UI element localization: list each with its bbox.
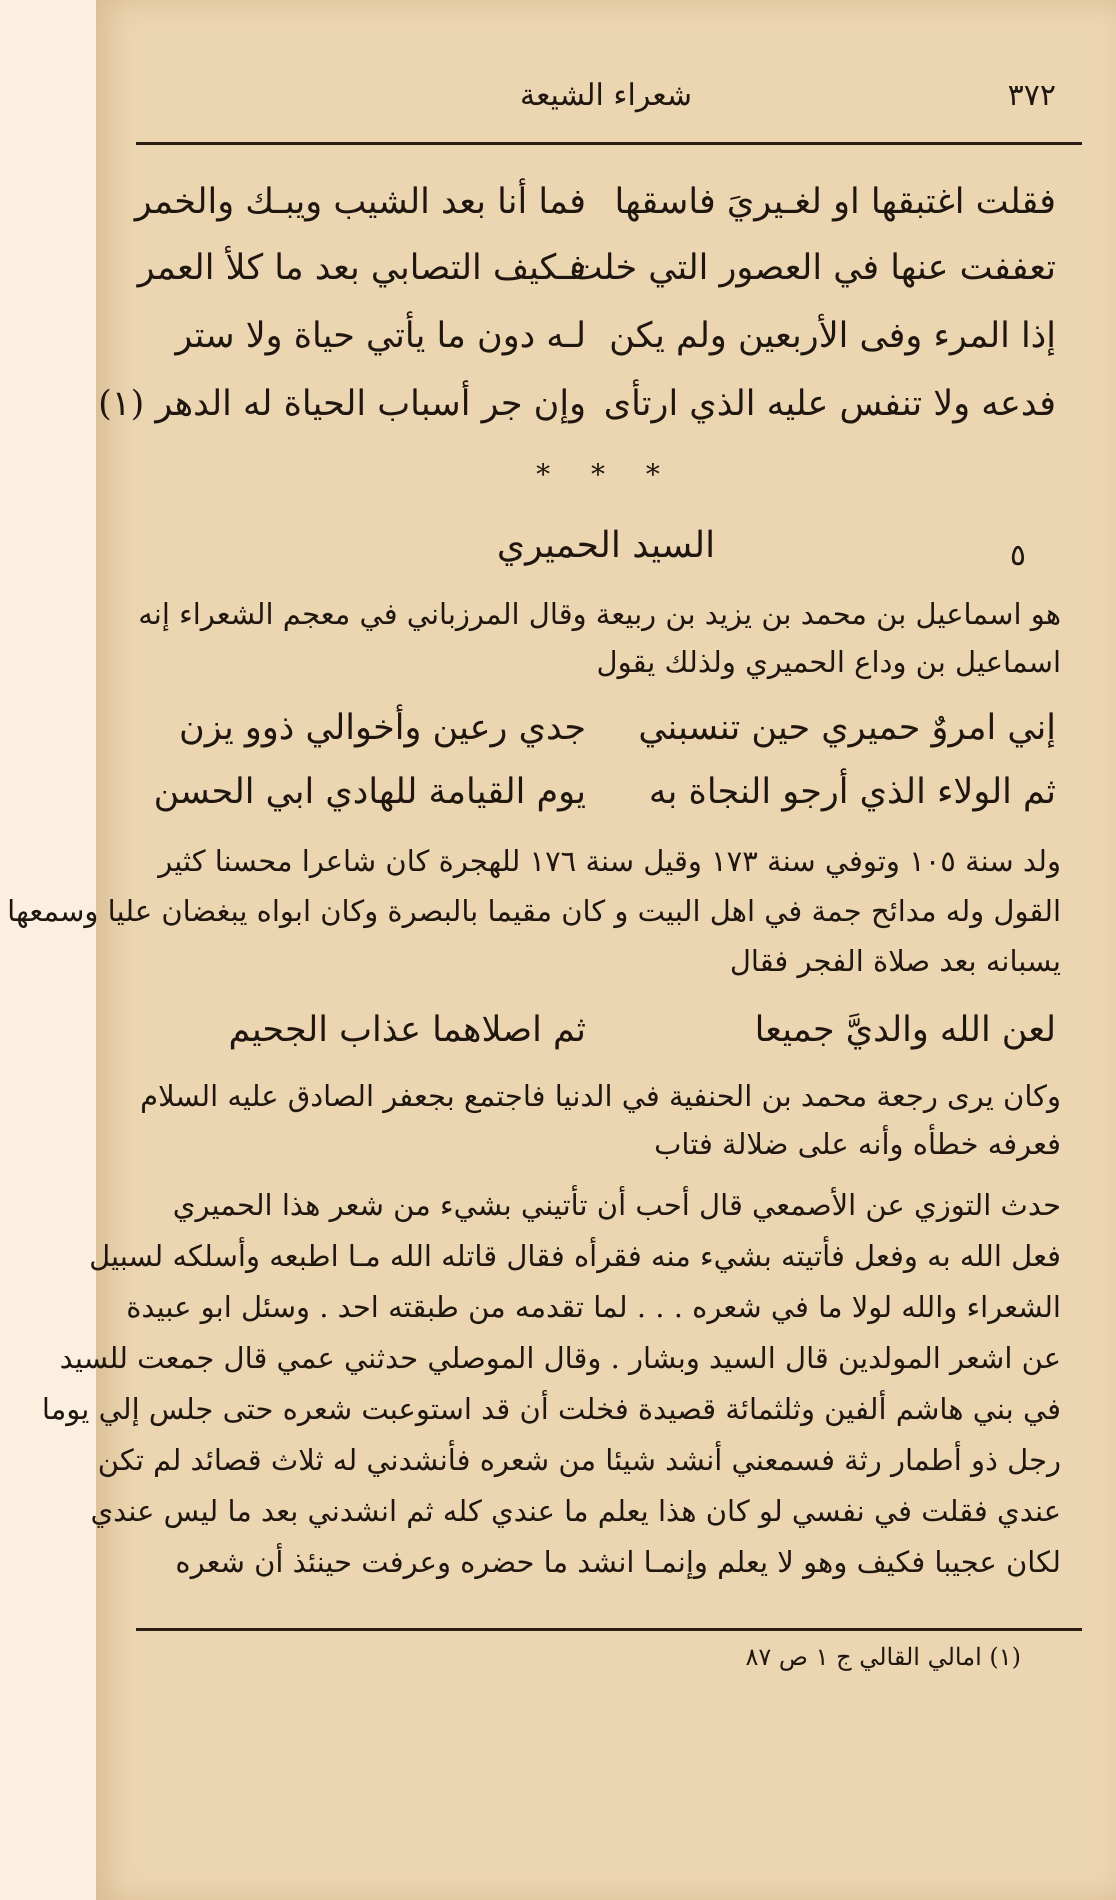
poem-three-couplet	[96, 1010, 1116, 1068]
first-hemistich: تعففت عنها في العصور التي خلت	[569, 248, 1056, 288]
second-hemistich: لـه دون ما يأتي حياة ولا ستر	[175, 316, 586, 356]
text-line: فعرفه خطأه وأنه على ضلالة فتاب	[654, 1127, 1061, 1161]
text-line: فعل الله به وفعل فأتيته بشيء منه فقرأه فقال قاتله الله مـا اطبعه وأسلكه لسبيل	[89, 1239, 1061, 1273]
poem-one-couplet-2	[96, 248, 1116, 306]
poem-one-couplet-3	[96, 316, 1116, 374]
book-page	[7, 0, 1116, 1900]
biography-paragraph	[7, 836, 1061, 986]
poem-two-couplet-2	[96, 772, 1116, 830]
text-line: ولد سنة ١٠٥ وتوفي سنة ١٧٣ وقيل سنة ١٧٦ للهجرة كان شاعرا محسنا كثير	[158, 844, 1061, 878]
first-hemistich: فدعه ولا تنفس عليه الذي ارتأى	[603, 384, 1056, 424]
second-hemistich: جدي رعين وأخوالي ذوو يزن	[179, 708, 586, 748]
text-line: هو اسماعيل بن محمد بن يزيد بن ربيعة وقال المرزباني في معجم الشعراء إنه	[138, 597, 1061, 631]
intro-paragraph	[138, 590, 1061, 686]
text-line: عندي فقلت في نفسي لو كان هذا يعلم ما عندي كله ثم انشدني بعد ما ليس عندي	[90, 1494, 1061, 1528]
running-title: شعراء الشيعة	[520, 78, 692, 113]
raja-paragraph	[140, 1072, 1061, 1168]
text-line: يسبانه بعد صلاة الفجر فقال	[729, 944, 1061, 978]
footnote: (١) امالي القالي ج ١ ص ٨٧	[745, 1643, 1021, 1671]
footnote-rule	[136, 1628, 1082, 1631]
text-line: الشعراء والله لولا ما في شعره . . . لما تقدمه من طبقته احد . وسئل ابو عبيدة	[126, 1290, 1061, 1324]
poem-one-couplet-4	[96, 384, 1116, 442]
text-line: حدث التوزي عن الأصمعي قال أحب أن تأتيني بشيء من شعر هذا الحميري	[172, 1188, 1061, 1222]
second-hemistich: ثم اصلاهما عذاب الجحيم	[228, 1010, 586, 1050]
first-hemistich: إني امروٌ حميري حين تنسبني	[638, 708, 1056, 748]
second-hemistich: وإن جر أسباب الحياة له الدهر (١)	[98, 384, 586, 424]
text-line: رجل ذو أطمار رثة فسمعني أنشد شيئا من شعره فأنشدني له ثلاث قصائد لم تكن	[97, 1443, 1061, 1477]
second-hemistich: فـكيف التصابي بعد ما كلأ العمر	[137, 248, 586, 288]
header-rule	[136, 142, 1082, 145]
first-hemistich: إذا المرء وفى الأربعين ولم يكن	[609, 316, 1056, 356]
text-line: عن اشعر المولدين قال السيد وبشار . وقال الموصلي حدثني عمي قال جمعت للسيد	[59, 1341, 1061, 1375]
section-title: السيد الحميري	[496, 525, 716, 566]
page-number: ٣٧٢	[1007, 78, 1056, 113]
poem-one-couplet-1	[96, 182, 1116, 240]
text-line: في بني هاشم ألفين وثلثمائة قصيدة فخلت أن قد استوعبت شعره حتى جلس إلي يوما	[41, 1392, 1061, 1426]
first-hemistich: لعن الله والديَّ جميعا	[754, 1010, 1056, 1050]
text-line: وكان يرى رجعة محمد بن الحنفية في الدنيا فاجتمع بجعفر الصادق عليه السلام	[140, 1079, 1061, 1113]
page-header	[96, 78, 1116, 128]
first-hemistich: فقلت اغتبقها او لغـيريَ فاسقها	[614, 182, 1056, 222]
second-hemistich: فما أنا بعد الشيب ويبـك والخمر	[134, 182, 586, 222]
section-separator: * * *	[536, 458, 676, 491]
text-line: اسماعيل بن وداع الحميري ولذلك يقول	[596, 645, 1061, 679]
section-number: ٥	[1009, 538, 1026, 573]
first-hemistich: ثم الولاء الذي أرجو النجاة به	[648, 772, 1056, 812]
poem-two-couplet-1	[96, 708, 1116, 766]
text-line: القول وله مدائح جمة في اهل البيت و كان مقيما بالبصرة وكان ابواه يبغضان عليا وسمعها	[7, 894, 1061, 928]
second-hemistich: يوم القيامة للهادي ابي الحسن	[153, 772, 586, 812]
text-line: لكان عجيبا فكيف وهو لا يعلم وإنمـا انشد ما حضره وعرفت حينئذ أن شعره	[175, 1545, 1061, 1579]
narrative-paragraph	[41, 1180, 1061, 1588]
